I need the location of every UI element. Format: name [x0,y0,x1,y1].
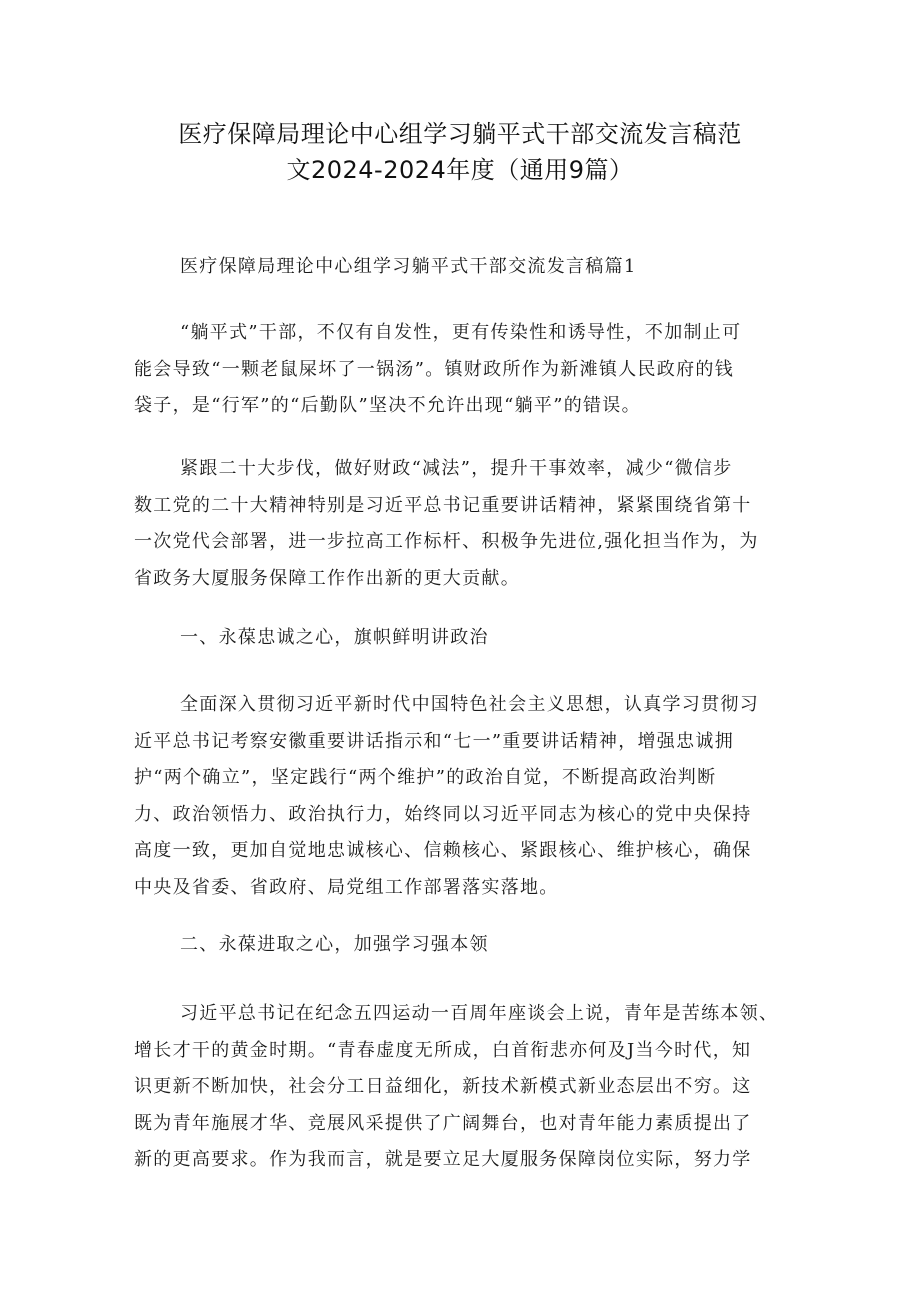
paragraph-line: 既为青年施展才华、竞展风采提供了广阔舞台，也对青年能力素质提出了 [134,1112,752,1134]
paragraph-line: 全面深入贯彻习近平新时代中国特色社会主义思想，认真学习贯彻习 [180,694,759,715]
paragraph-line: 高度一致，更加自觉地忠诚核心、信赖核心、紧跟核心、维护核心，确保 [134,840,752,861]
paragraph-3 [134,687,794,906]
paragraph-line: 识更新不断加快，社会分工日益细化，新技术新模式新业态层出不穷。这 [134,1076,752,1097]
heading-1 [134,620,794,657]
paragraph-line: 近平总书记考察安徽重要讲话指示和“七一”重要讲话精神，增强忠诚拥 [134,730,735,752]
paragraph-line: 增长才干的黄金时期。“青春虚度无所成，白首衔悲亦何及J当今时代，知 [134,1039,752,1061]
paragraph-line: 护“两个确立”，坚定践行“两个维护”的政治自觉，不断提高政治判断 [134,767,717,788]
paragraph-1 [134,315,794,425]
paragraph-line: 新的更高要求。作为我而言，就是要立足大厦服务保障岗位实际，努力学 [134,1149,752,1170]
paragraph-2 [134,451,794,597]
heading-2-text: 二、永葆进取之心，加强学习强本领 [180,934,489,955]
paragraph-line: 习近平总书记在纪念五四运动一百周年座谈会上说，青年是苦练本领、 [180,1003,779,1024]
paragraph-line: 省政务大厦服务保障工作作出新的更大贡献。 [134,567,520,589]
paragraph-line: 袋子，是“行军”的“后勤队”坚决不允许出现“躺平”的错误。 [134,395,641,416]
title-line-2: 文2024-2024年度（通用9篇） [286,156,634,184]
section-heading-text: 医疗保障局理论中心组学习躺平式干部交流发言稿篇1 [180,256,637,277]
document-title [140,116,780,188]
paragraph-line: 力、政治领悟力、政治执行力，始终同以习近平同志为核心的党中央保持 [134,803,752,825]
paragraph-4 [134,996,794,1179]
paragraph-line: 中央及省委、省政府、局党组工作部署落实落地。 [134,876,559,898]
paragraph-line: 一次党代会部署，进一步拉高工作标杆、积极争先进位,强化担当作为，为 [134,531,759,552]
heading-2 [134,927,794,964]
paragraph-line: 能会导致“一颗老鼠屎坏了一锅汤”。镇财政所作为新滩镇人民政府的钱 [134,358,735,380]
paragraph-line: “躺平式”干部，不仅有自发性，更有传染性和诱导性，不加制止可 [180,322,742,343]
paragraph-line: 数工党的二十大精神特别是习近平总书记重要讲话精神，紧紧围绕省第十 [134,494,752,516]
title-line-1: 医疗保障局理论中心组学习躺平式干部交流发言稿范 [178,120,742,148]
section-heading [134,249,794,286]
heading-1-text: 一、永葆忠诚之心，旗帜鲜明讲政治 [180,627,489,648]
paragraph-line: 紧跟二十大步伐，做好财政“减法”，提升干事效率，减少“微信步 [180,458,733,479]
